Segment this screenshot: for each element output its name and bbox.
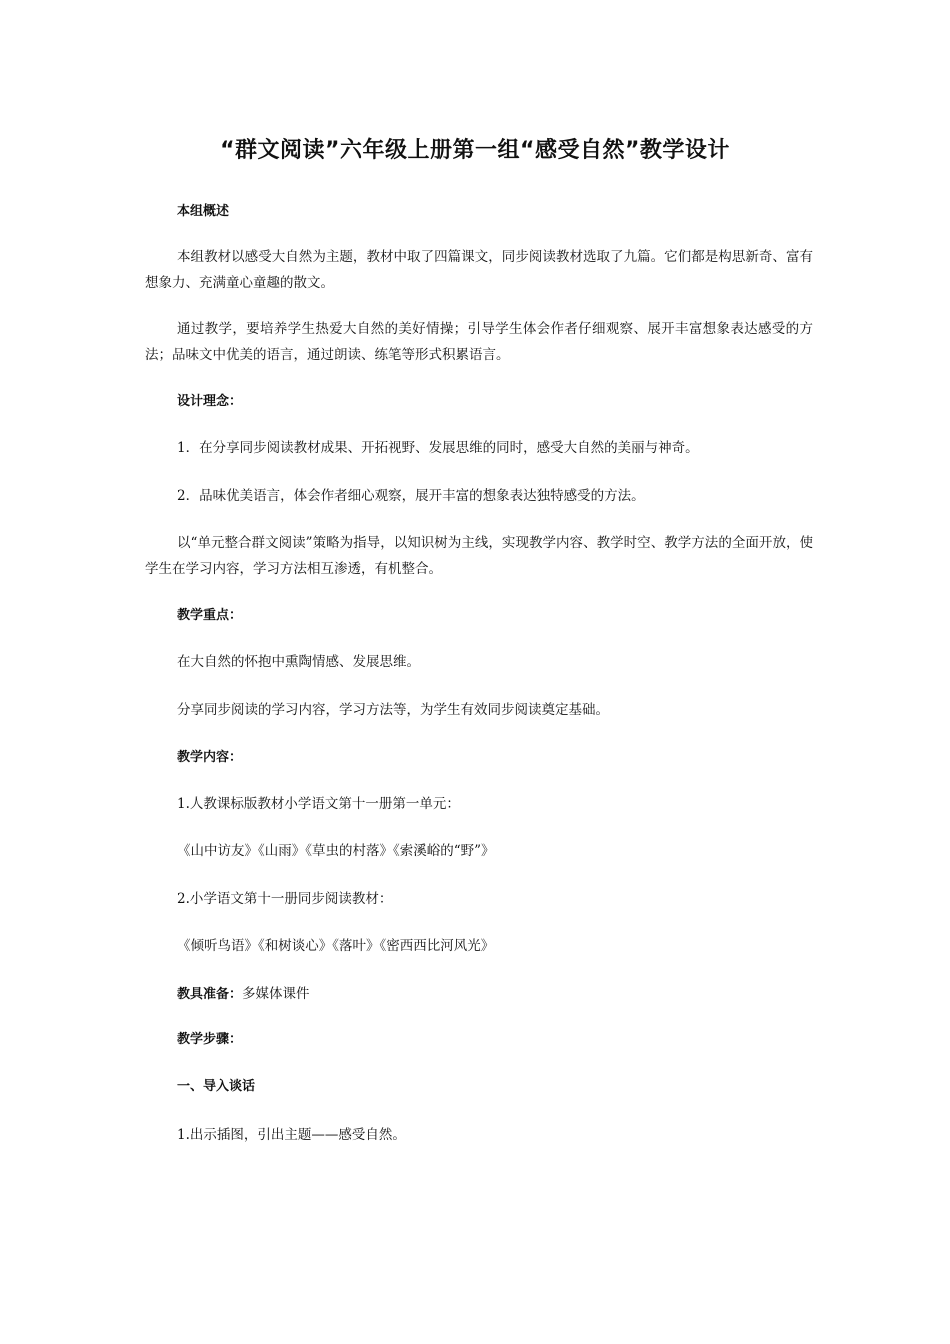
- concept-item-1: 1．在分享同步阅读教材成果、开拓视野、发展思维的同时，感受大自然的美丽与神奇。: [177, 440, 699, 456]
- tools-value: 多媒体课件: [242, 986, 310, 1002]
- concept-item-2: 2．品味优美语言，体会作者细心观察，展开丰富的想象表达独特感受的方法。: [177, 488, 645, 504]
- overview-heading: 本组概述: [177, 204, 230, 219]
- tools-line: [177, 981, 842, 1008]
- content-heading: 教学内容：: [177, 750, 243, 765]
- focus-item-1: 在大自然的怀抱中熏陶情感、发展思维。: [177, 654, 420, 670]
- steps-heading: 教学步骤：: [177, 1032, 243, 1047]
- step-1-heading: 一、导入谈话: [177, 1079, 256, 1094]
- concept-heading: 设计理念：: [177, 394, 243, 409]
- overview-paragraph-2: 通过教学，要培养学生热爱大自然的美好情操；引导学生体会作者仔细观察、展开丰富想象表达感受的方法；品味文中优美的语言，通过朗读、练笔等形式积累语言。: [145, 321, 813, 363]
- document-title: “群文阅读”六年级上册第一组“感受自然”教学设计: [220, 138, 730, 163]
- focus-item-2: 分享同步阅读的学习内容，学习方法等，为学生有效同步阅读奠定基础。: [177, 702, 609, 718]
- overview-paragraph-1: 本组教材以感受大自然为主题，教材中取了四篇课文，同步阅读教材选取了九篇。它们都是构思新奇、富有想象力、充满童心童趣的散文。: [145, 249, 813, 291]
- concept-paragraph-3: 以“单元整合群文阅读”策略为指导，以知识树为主线，实现教学内容、教学时空、教学方法的全面开放，使学生在学习内容，学习方法相互渗透，有机整合。: [145, 535, 813, 577]
- step-1-item-1: 1.出示插图，引出主题——感受自然。: [177, 1127, 406, 1143]
- tools-label: 教具准备：: [177, 987, 243, 1002]
- content-item-2: 2.小学语文第十一册同步阅读教材：: [177, 891, 393, 907]
- content-item-1-texts: 《山中访友》《山雨》《草虫的村落》《索溪峪的“野”》: [177, 843, 495, 859]
- content-item-2-texts: 《倾听鸟语》《和树谈心》《落叶》《密西西比河风光》: [177, 938, 495, 954]
- content-item-1: 1.人教课标版教材小学语文第十一册第一单元：: [177, 796, 460, 812]
- focus-heading: 教学重点：: [177, 608, 243, 623]
